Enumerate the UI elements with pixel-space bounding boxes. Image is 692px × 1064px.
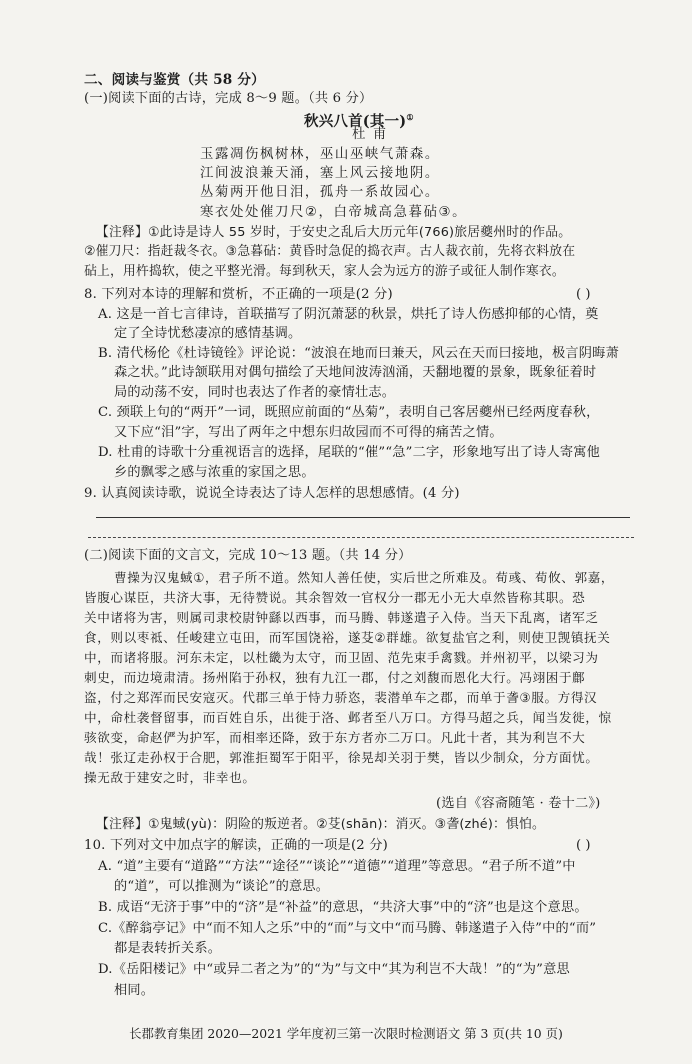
q8-option-a-cont: 定了全诗忧愁凄凉的感情基调。 — [114, 326, 302, 341]
q8-answer-paren[interactable]: ( ) — [576, 287, 591, 302]
q8-stem: 8. 下列对本诗的理解和赏析，不正确的一项是(2 分) — [84, 287, 393, 302]
passage-line: 骇欲变，命赵俨为护军，而相率还降，致于东方者亦二万口。凡此十者，其为利岂不大 — [84, 730, 586, 745]
passage-source: (选自《容斋随笔 · 卷十二》) — [436, 796, 601, 811]
q8-option-c: C. 颈联上句的“两开”一词，既照应前面的“丛菊”，表明自己客居夔州已经两度春秋， — [98, 405, 600, 420]
poem-line: 丛菊两开他日泪，孤舟一系故园心。 — [200, 185, 440, 200]
passage-note: 【注释】①鬼蜮(yù)：阴险的叛逆者。②芟(shān)：消灭。③詟(zhé)：惧怕。 — [96, 817, 546, 832]
q8-option-d: D. 杜甫的诗歌十分重视语言的选择，尾联的“催”“急”二字，形象地写出了诗人寄寓他 — [98, 445, 601, 460]
poem-line: 玉露凋伤枫树林，巫山巫峡气萧森。 — [200, 147, 440, 162]
poem-note: ②催刀尺：指赶裁冬衣。③急暮砧：黄昏时急促的捣衣声。古人裁衣前，先将衣料放在 — [84, 244, 576, 259]
part1-instruction: (一)阅读下面的古诗，完成 8～9 题。（共 6 分） — [84, 91, 373, 106]
q8-option-b-cont: 森之状。”此诗颔联用对偶句描绘了天地间波涛汹涌，天翻地覆的景象，既象征着时 — [114, 365, 597, 380]
q10-option-c-cont: 都是表转折关系。 — [114, 941, 222, 956]
q10-option-c: C.《醉翁亭记》中“而不知人之乐”中的“而”与文中“而马腾、韩遂遣子入侍”中的“而” — [98, 921, 597, 936]
section-divider — [88, 537, 634, 538]
passage-line: 盗，付之郑浑而民安寇灭。代郡三单于恃力骄恣，裴潜单车之郡，而单于詟③服。方得汉 — [84, 690, 598, 705]
passage-line: 关中诸将为害，则属司隶校尉钟繇以西事，而马腾、韩遂遣子入侍。当天下乱离，诸军乏 — [84, 610, 599, 625]
q10-option-d-cont: 相同。 — [114, 983, 155, 998]
passage-line: 皆腹心谋臣，共济大事，无待赞说。其余智效一官权分一郡无小无大卓然皆称其职。恐 — [84, 590, 586, 605]
section-header: 二、阅读与鉴赏（共 58 分） — [84, 72, 265, 88]
q10-answer-paren[interactable]: ( ) — [576, 838, 591, 853]
q10-stem: 10. 下列对文中加点字的解读，正确的一项是(2 分) — [84, 838, 388, 853]
poem-line: 江间波浪兼天涌，塞上风云接地阴。 — [200, 166, 440, 181]
passage-line: 食，则以枣祗、任峻建立屯田，而军国饶裕，遂芟②群雄。欲复盐官之利，则使卫觊镇抚关 — [84, 630, 611, 645]
q9-stem: 9. 认真阅读诗歌，说说全诗表达了诗人怎样的思想感情。(4 分) — [84, 486, 460, 501]
poem-note: 【注释】①此诗是诗人 55 岁时，于安史之乱后大历元年(766)旅居夔州时的作品。 — [96, 225, 572, 240]
poem-title-note: ① — [406, 112, 414, 122]
q8-option-a: A. 这是一首七言律诗，首联描写了阴沉萧瑟的秋景，烘托了诗人伤感抑郁的心情，奠 — [98, 307, 599, 322]
passage-line: 刺史，而边境肃清。扬州陷于孙权，独有九江一郡，付之刘馥而恩化大行。冯翊困于鄜 — [84, 670, 586, 685]
q8-option-c-cont: 又下应“泪”字，写出了两年之中想东归故园而不可得的痛苦之情。 — [114, 425, 503, 440]
q10-option-a-cont: 的“道”，可以推测为“谈论”的意思。 — [114, 879, 330, 894]
q9-answer-line[interactable] — [96, 517, 630, 518]
poem-note: 砧上，用杵捣软，使之平整光滑。每到秋天，家人会为远方的游子或征人制作寒衣。 — [84, 264, 565, 279]
poem-title-text: 秋兴八首(其一) — [304, 112, 407, 130]
q10-option-a: A. “道”主要有“道路”“方法”“途径”“谈论”“道德”“道理”等意思。“君子所不道”中 — [98, 859, 576, 874]
q10-option-d: D.《岳阳楼记》中“或异二者之为”的“为”与文中“其为利岂不大哉！”的“为”意思 — [98, 962, 570, 977]
q8-option-b-cont: 局的动荡不安，同时也表达了作者的豪情壮志。 — [114, 385, 396, 400]
passage-line: 中，而诸将服。河东未定，以杜畿为太守，而卫固、范先束手禽戮。并州初平，以梁习为 — [84, 650, 599, 665]
q8-option-d-cont: 乡的飘零之感与浓重的家国之思。 — [114, 465, 315, 480]
passage-line: 操无敌于建安之时，非幸也。 — [84, 770, 256, 785]
poem-author: 杜 甫 — [352, 127, 388, 142]
passage-line: 中，命杜袭督留事，而百姓自乐，出徙于洛、邺者至八万口。方得马超之兵，闻当发徙，惊 — [84, 710, 612, 725]
page-footer: 长郡教育集团 2020—2021 学年度初三第一次限时检测语文 第 3 页(共 10 页) — [129, 1026, 563, 1041]
part2-instruction: (二)阅读下面的文言文，完成 10～13 题。（共 14 分） — [84, 548, 412, 563]
q8-option-b: B. 清代杨伦《杜诗镜铨》评论说：“波浪在地而曰兼天，风云在天而曰接地，极言阴晦萧 — [98, 346, 619, 361]
q10-option-b: B. 成语“无济于事”中的“济”是“补益”的意思，“共济大事”中的“济”也是这个意思。 — [98, 900, 588, 915]
passage-line: 哉！张辽走孙权于合肥，郭淮拒蜀军于阳平，徐晃却关羽于樊，皆以少制众，分方面忧。 — [84, 750, 599, 765]
passage-line: 曹操为汉鬼蜮①，君子所不道。然知人善任使，实后世之所难及。荀彧、荀攸、郭嘉， — [114, 570, 615, 585]
poem-line: 寒衣处处催刀尺②，白帝城高急暮砧③。 — [200, 205, 468, 220]
